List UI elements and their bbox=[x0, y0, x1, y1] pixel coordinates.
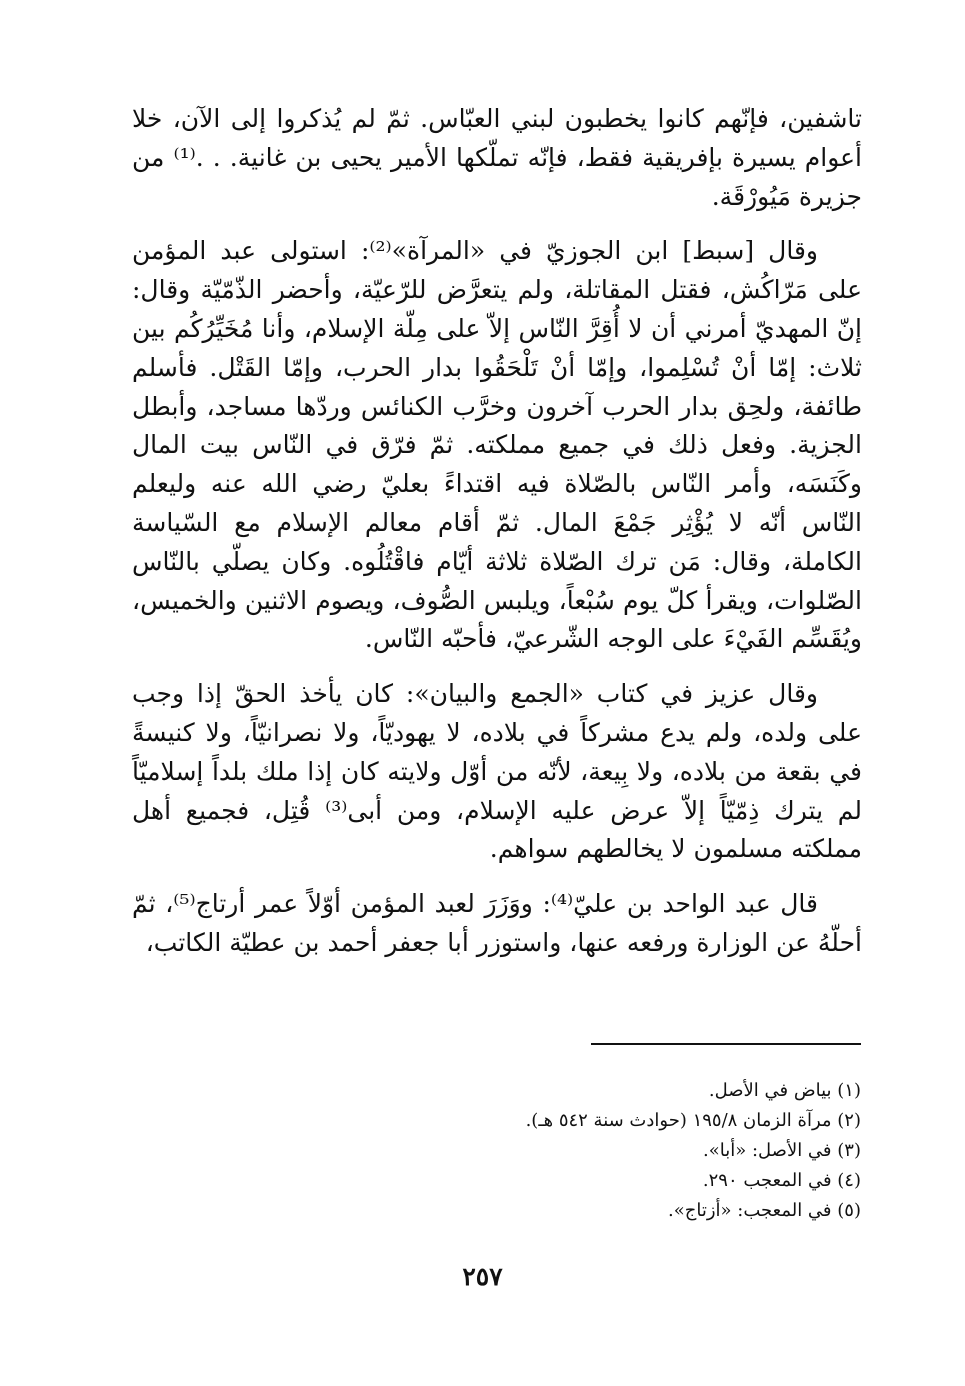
footnote: (١) بياض في الأصل. bbox=[708, 1080, 861, 1101]
footnote: (٢) مرآة الزمان ١٩٥/٨ (حوادث سنة ٥٤٢ هـ). bbox=[525, 1110, 861, 1131]
paragraph: قال عبد الواحد بن عليّ⁽⁴⁾: ووَزَرَ لعبد المؤمن أوّلاً عمر أرتاج⁽⁵⁾، ثمّ أحلّهُ عن الوزارة ورفعه عنها، واستوزر أبا جعفر أحمد بن عطيّة الكاتب، bbox=[132, 889, 862, 957]
footnote-divider bbox=[591, 1043, 861, 1045]
page-number: ٢٥٧ bbox=[462, 1262, 503, 1291]
paragraph: تاشفين، فإنّهم كانوا يخطبون لبني العبّاس. ثمّ لم يُذكروا إلى الآن، خلا أعوام يسيرة بإفريقية فقط، فإنّه تملّكها الأمير يحيى بن غانية. . .⁽¹⁾ من جزيرة مَيُورْقَة. bbox=[132, 104, 862, 211]
main-text bbox=[132, 100, 862, 979]
footnote: (٣) في الأصل: «أبا». bbox=[703, 1140, 861, 1161]
paragraph: وقال عزيز في كتاب «الجمع والبيان»: كان يأخذ الحقّ إذا وجب على ولده، ولم يدع مشركاً في بلاده، لا يهوديّاً، ولا نصرانيّاً، ولا كنيسةً في بقعة من بلاده، ولا بِيعة، لأنّه من أوّل ولايته كان إذا ملك بلداً إسلاميّاً لم يترك ذِمّيّاً إلاّ عرض عليه الإسلام، ومن أبى⁽³⁾ قُتِل، فجميع أهل مملكته مسلمون لا يخالطهم سواهم. bbox=[132, 679, 863, 864]
paragraph: وقال [سبط] ابن الجوزيّ في «المرآة»⁽²⁾: استولى عبد المؤمن على مَرّاكُش، فقتل المقاتلة، ولم يتعرَّض للرّعيّة، وأحضر الذّمّيّة وقال: إنّ المهديّ أمرني أن لا أُقِرَّ النّاس إلاّ على مِلّة الإسلام، وأنا مُخَيِّرُكُم بين ثلاث: إمّا أنْ تُسْلِموا، وإمّا أنْ تَلْحَقُوا بدار الحرب، وإمّا القَتْل. فأسلم طائفة، ولحِق بدار الحرب آخرون وخرَّب الكنائس وردّها مساجد، وأبطل الجزية. وفعل ذلك في جميع مملكته. ثمّ فرّق في النّاس بيت المال وكَنَسَه، وأمر النّاس بالصّلاة فيه اقتداءً بعليّ رضي الله عنه وليعلم النّاس أنّه لا يُؤْثِر جَمْعَ المال. ثمّ أقام معالم الإسلام مع السّياسة الكاملة، وقال: مَن ترك الصّلاة ثلاثة أيّام فاقْتُلُوه. وكان يصلّي بالنّاس الصّلوات، ويقرأ كلّ يوم سُبْعاً، ويلبس الصُّوف، ويصوم الاثنين والخميس، ويُقَسِّم الفَيْءَ على الوجه الشّرعيّ، فأحبّه النّاس. bbox=[132, 236, 862, 654]
footnotes bbox=[261, 1076, 861, 1226]
footnote: (٥) في المعجب: «أزتاج». bbox=[668, 1200, 861, 1221]
footnote: (٤) في المعجب ٢٩٠. bbox=[702, 1170, 861, 1191]
